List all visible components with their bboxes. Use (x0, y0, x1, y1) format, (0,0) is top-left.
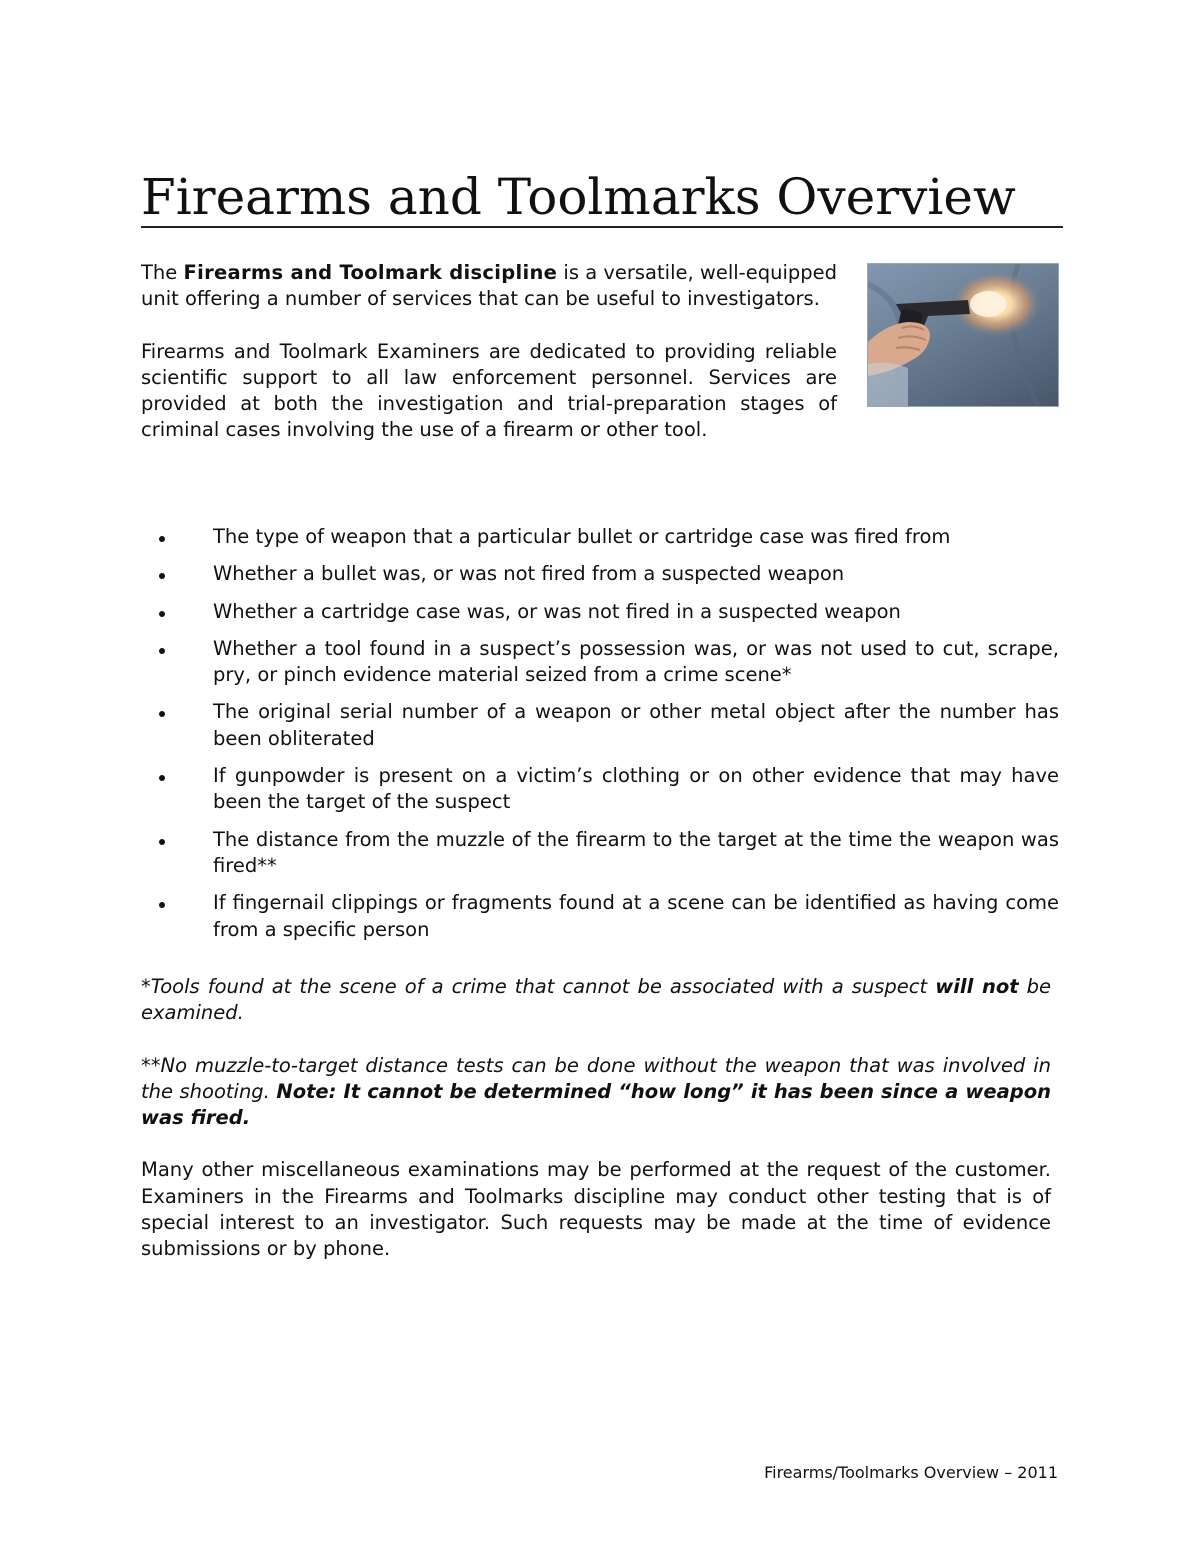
list-item-text: Whether a bullet was, or was not fired from a suspected weapon (213, 562, 845, 586)
list-item-text: Whether a tool found in a suspect’s possession was, or was not used to cut, scrape, pry, or pinch evidence material seized from a crime scene* (213, 636, 1059, 687)
intro-section (141, 260, 1059, 444)
footnote-text: *Tools found at the scene of a crime that cannot be associated with a suspect (141, 975, 936, 998)
list-item (141, 599, 1059, 625)
footnote-text: **No muzzle-to-target distance tests can be done without the weapon that was involved in the shooting. (141, 1053, 1051, 1103)
list-item (141, 524, 1059, 550)
bullet-icon (159, 711, 165, 717)
list-item-text: The distance from the muzzle of the firearm to the target at the time the weapon was fired** (213, 827, 1059, 877)
bullet-icon (159, 536, 165, 542)
footnote-emphasis: Note: It cannot be determined “how long” it has been since a weapon was fired. (141, 1079, 1051, 1130)
footnote-text: be examined. (141, 975, 1051, 1025)
page-footer: Firearms/Toolmarks Overview – 2011 (764, 1463, 1058, 1482)
list-item (141, 699, 1059, 752)
intro-text: The (141, 261, 184, 284)
bullet-icon (159, 648, 165, 654)
intro-paragraph-2: Firearms and Toolmark Examiners are dedicated to providing reliable scientific support to all law enforcement personnel. Services are provided at both the investigation and trial-preparation stages of criminal cases involving the use of a firearm or other tool. (141, 339, 837, 442)
bullet-icon (159, 611, 165, 617)
bullet-icon (159, 775, 165, 781)
list-item-text: If gunpowder is present on a victim’s clothing or on other evidence that may have been the target of the suspect (213, 764, 1059, 814)
title-underline (141, 226, 1063, 228)
list-item-text: Whether a cartridge case was, or was not fired in a suspected weapon (213, 599, 901, 623)
list-item (141, 890, 1059, 943)
handgun-firing-icon (868, 264, 1058, 406)
bullet-icon (159, 902, 165, 908)
intro-text: is a versatile, well-equipped unit offering a number of services that can be useful to investigators. (141, 261, 837, 311)
footnote-tools (141, 974, 1051, 1027)
list-item-text: The type of weapon that a particular bullet or cartridge case was fired from (213, 525, 951, 548)
bullet-icon (159, 839, 165, 845)
list-item (141, 636, 1059, 689)
list-item (141, 561, 1059, 587)
list-item (141, 827, 1059, 880)
services-list (141, 524, 1059, 954)
handgun-firing-photo (867, 263, 1059, 407)
list-item-text: If fingernail clippings or fragments found at a scene can be identified as having come from a specific person (213, 891, 1059, 941)
closing-paragraph: Many other miscellaneous examinations may be performed at the request of the customer. Examiners in the Firearms and Toolmarks discipline may conduct other testing that is of special interest to an investigator. Such requests may be made at the time of evidence submissions or by phone. (141, 1158, 1051, 1261)
footnote-emphasis: will not (935, 975, 1019, 998)
list-item-text: The original serial number of a weapon or other metal object after the number has been obliterated (213, 700, 1059, 750)
discipline-name: Firearms and Toolmark discipline (183, 261, 558, 284)
list-item (141, 763, 1059, 816)
notes-section (141, 974, 1051, 1289)
page-title: Firearms and Toolmarks Overview (141, 168, 1016, 226)
bullet-icon (159, 573, 165, 579)
footnote-distance (141, 1053, 1051, 1132)
